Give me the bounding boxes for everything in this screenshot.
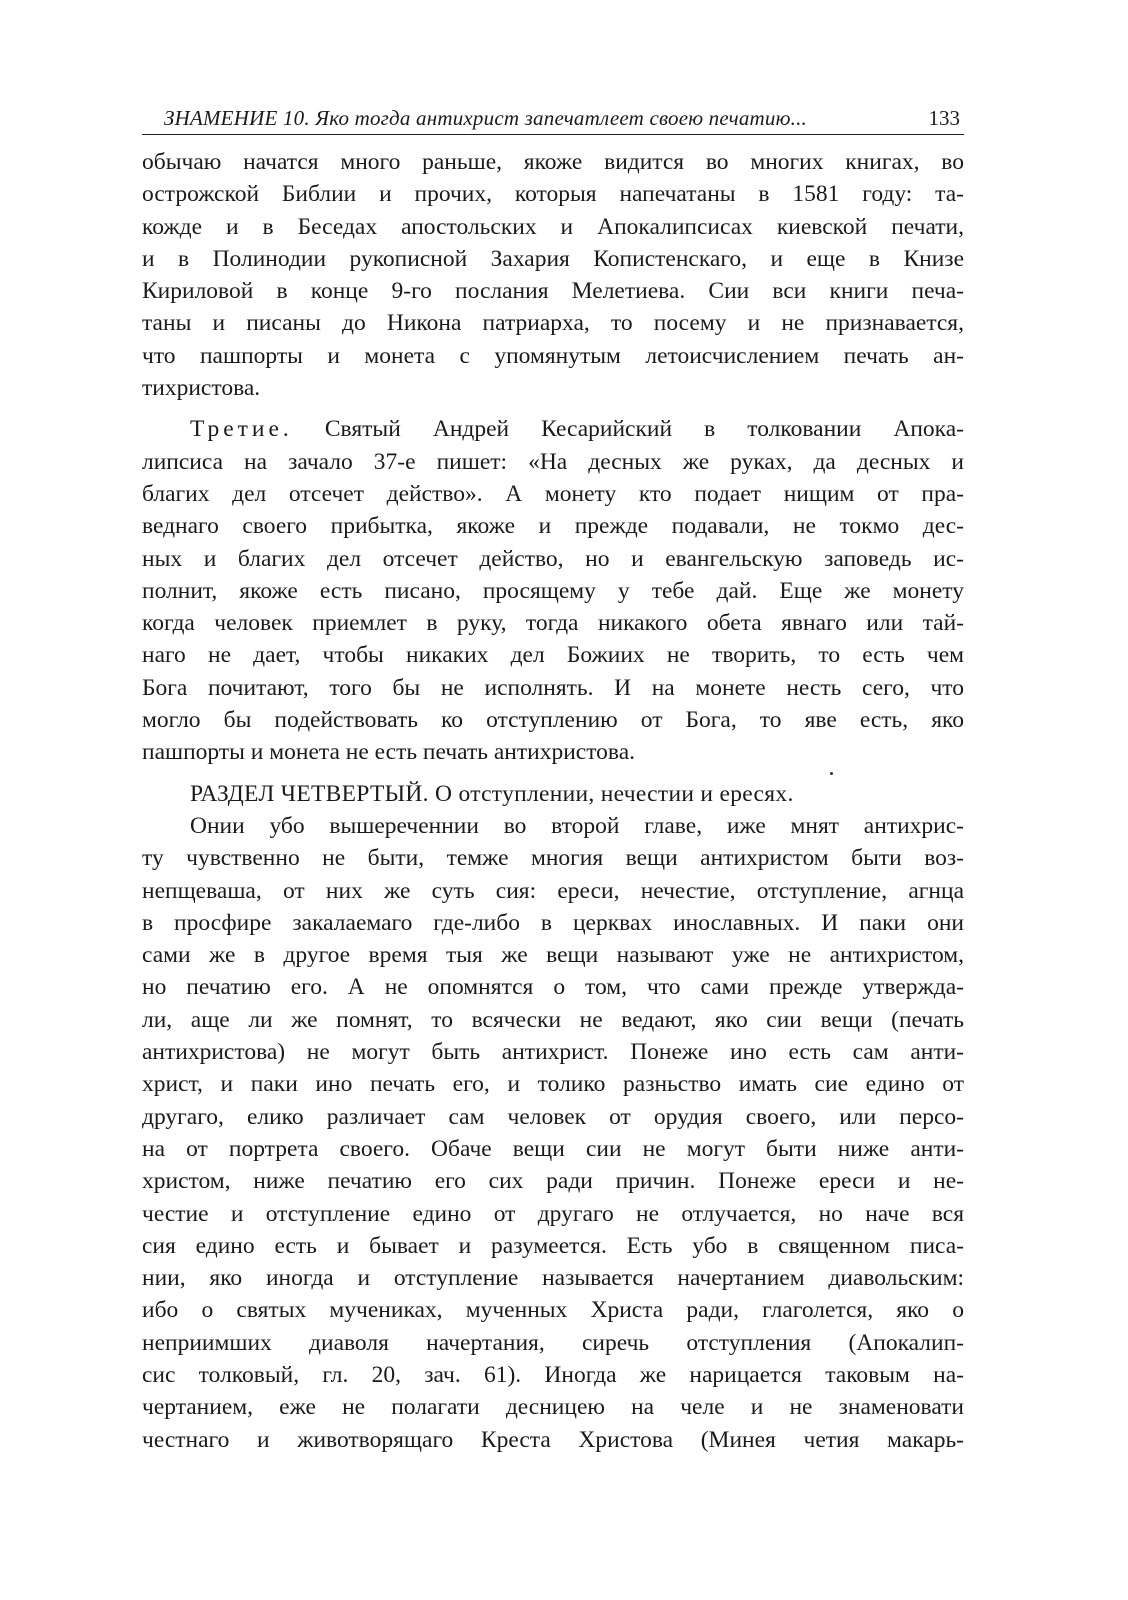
text-line: что пашпорты и монета с упомянутым летоисчислением печать ан- (142, 342, 964, 369)
text-line: ных и благих дел отсечет действо, но и евангельскую заповедь ис- (142, 545, 964, 572)
text-line: тихристова. (142, 375, 261, 402)
text-line: и в Полинодии рукописной Захария Копистенскаго, и еще в Книзе (142, 245, 964, 272)
text-line: таны и писаны до Никона патриарха, то посему и не признавается, (142, 310, 964, 337)
page-number: 133 (928, 106, 960, 130)
text-line: но печатию его. А не опомнятся о том, что сами прежде утвержда- (142, 974, 964, 1001)
text-line: другаго, елико различает сам человек от орудия своего, или персо- (142, 1103, 964, 1130)
text-line: когда человек приемлет в руку, тогда никакого обета явнаго или тай- (142, 610, 964, 637)
text-line: антихристова) не могут быть антихрист. Понеже ино есть сам анти- (142, 1039, 964, 1066)
text-line: честие и отступление едино от другаго не отлучается, но наче вся (142, 1200, 964, 1227)
paragraph-third-argument (142, 413, 964, 768)
text-line: неприимших диаволя начертания, сиречь отступления (Апокалип- (142, 1329, 964, 1356)
text-line: могло бы подействовать ко отступлению от Бога, то яве есть, яко (142, 707, 964, 734)
text-line (142, 413, 964, 445)
text-line: благих дел отсечет действо». А монету кто подает нищим от пра- (142, 480, 964, 507)
running-head (142, 104, 964, 135)
text-line: наго не дает, чтобы никаких дел Божиих не творить, то есть чем (142, 642, 964, 669)
text-line: ли, аще ли же помнят, то всячески не ведают, яко сии вещи (печать (142, 1006, 964, 1033)
section-label: РАЗДЕЛ ЧЕТВЕРТЫЙ. (190, 780, 429, 807)
text-line: веднаго своего прибытка, якоже и прежде подавали, не токмо дес- (142, 513, 964, 540)
book-page (142, 0, 964, 1600)
text-line: сами же в другое время тыя же вещи называют уже не антихристом, (142, 942, 964, 969)
text-line: христ, и паки ино печать его, и толико разньство имать сие едино от (142, 1071, 964, 1098)
paragraph-section-four (142, 810, 964, 1456)
text-line: полнит, якоже есть писано, просящему у тебе дай. Еще же монету (142, 577, 964, 604)
first-line-rest: Святый Андрей Кесарийский в толковании Апока- (324, 416, 964, 443)
text-line: Онии убо вышереченнии во второй главе, иже мнят антихрис- (190, 812, 964, 839)
text-line: обычаю начатся много раньше, якоже видится во многих книгах, во (142, 149, 964, 175)
text-line: кожде и в Беседах апостольских и Апокалипсисах киевской печати, (142, 213, 964, 240)
text-line: честнаго и животворящаго Креста Христова (Минея четия макарь- (142, 1426, 964, 1453)
paragraph-continuation (142, 146, 964, 404)
text-line: чертанием, еже не полагати десницею на челе и не знаменовати (142, 1394, 964, 1421)
text-line: Кириловой в конце 9-го послания Мелетиева. Сии вси книги печа- (142, 278, 964, 305)
section-subtitle: О отступлении, нечестии и ересях. (435, 780, 794, 807)
section-heading (142, 778, 964, 810)
text-line: острожской Библии и прочих, которыя напечатаны в 1581 году: та- (142, 181, 964, 208)
lead-word: Третие. (190, 416, 293, 443)
text-line: ибо о святых мучениках, мученных Христа ради, глаголется, яко о (142, 1297, 964, 1324)
body-text (142, 146, 964, 1456)
text-line: сия едино есть и бывает и разумеется. Есть убо в священном писа- (142, 1232, 964, 1259)
text-line: липсиса на зачало 37-е пишет: «На десных же руках, да десных и (142, 448, 964, 475)
text-line: непщеваша, от них же суть сия: ереси, нечестие, отступление, агнца (142, 877, 964, 904)
text-line: нии, яко иногда и отступление называется начертанием диавольским: (142, 1265, 964, 1292)
print-speck (830, 772, 833, 775)
text-line: сис толковый, гл. 20, зач. 61). Иногда же нарицается таковым на- (142, 1361, 964, 1388)
running-head-title: ЗНАМЕНИЕ 10. Яко тогда антихрист запечатлеет своею печатию... (164, 106, 807, 130)
text-line: христом, ниже печатию его сих ради причин. Понеже ереси и не- (142, 1168, 964, 1195)
text-line: Бога почитают, того бы не исполнять. И на монете несть сего, что (142, 674, 964, 701)
text-line: пашпорты и монета не есть печать антихристова. (142, 739, 636, 766)
text-line: на от портрета своего. Обаче вещи сии не могут быти ниже анти- (142, 1135, 964, 1162)
text-line: ту чувственно не быти, темже многия вещи антихристом быти воз- (142, 845, 964, 872)
text-line: в просфире закалаемаго где-либо в церквах инославных. И паки они (142, 909, 964, 936)
